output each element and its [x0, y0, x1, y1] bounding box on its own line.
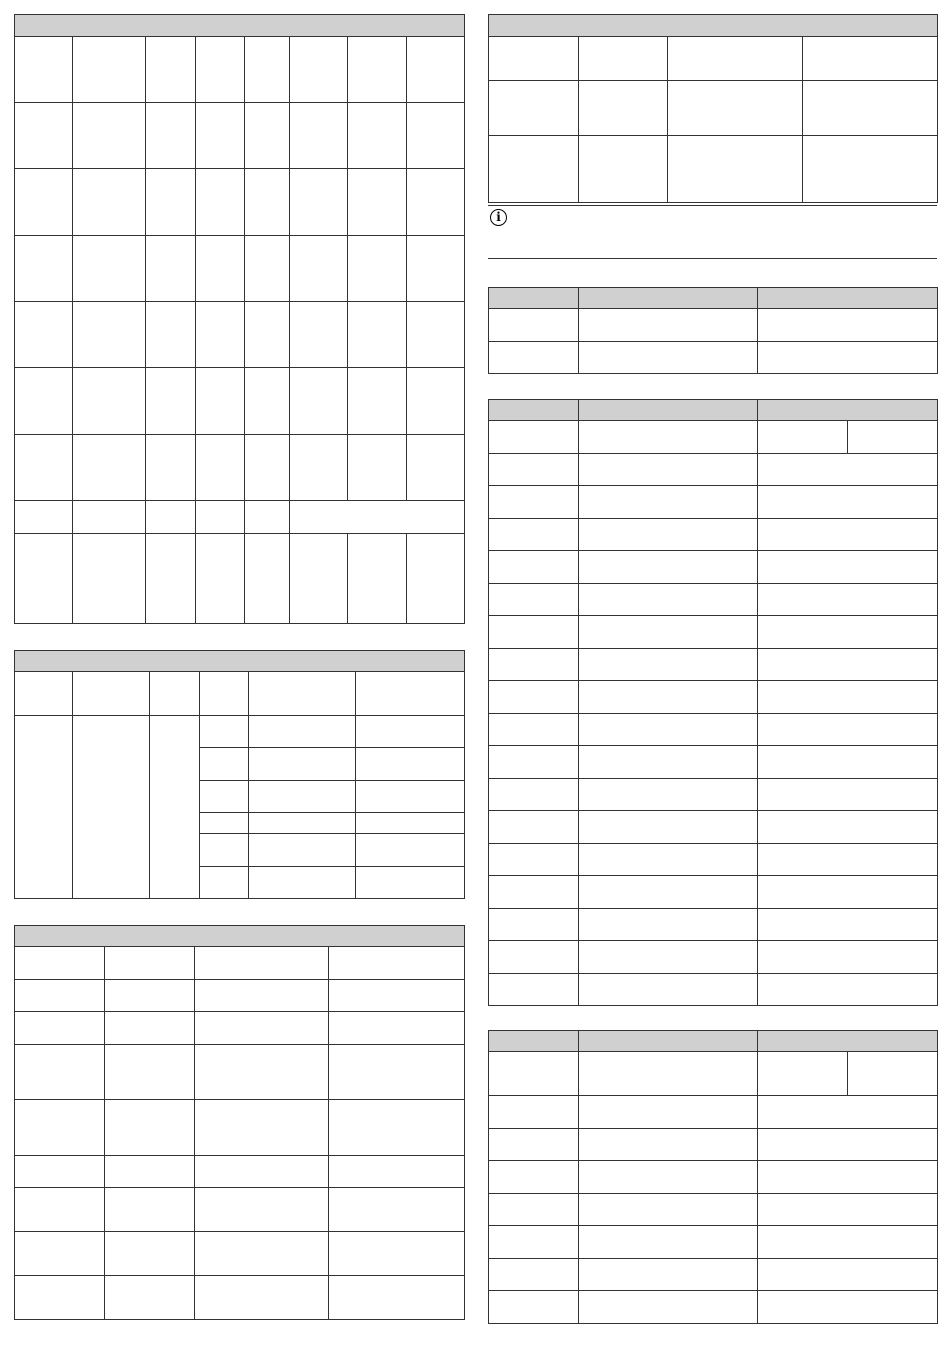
table-row [489, 811, 938, 844]
table-row [489, 584, 938, 616]
table-row [15, 1276, 465, 1320]
table-header-bar [15, 15, 465, 37]
table-row [489, 1259, 938, 1291]
table-row [15, 672, 465, 716]
grid-table-e [488, 287, 938, 374]
table-header-bar [15, 651, 465, 672]
table-row [489, 136, 938, 203]
table-row [15, 1188, 465, 1232]
table-row [15, 947, 465, 980]
table-row [489, 746, 938, 779]
table-header-bar [489, 15, 938, 37]
grid-table-d [488, 14, 938, 203]
table-row [489, 1291, 938, 1324]
table-row [15, 368, 465, 435]
table-row [15, 1012, 465, 1045]
table-row [15, 236, 465, 302]
table-row [15, 302, 465, 368]
table-row [489, 1096, 938, 1129]
table-header-bar [15, 926, 465, 947]
table-row [489, 421, 938, 454]
table-row [489, 37, 938, 81]
table-row [489, 681, 938, 714]
table-row [15, 1100, 465, 1156]
info-icon: i [490, 209, 507, 226]
table-row [489, 342, 938, 374]
table-row [489, 81, 938, 136]
grid-table-f [488, 399, 938, 1006]
table-row [489, 909, 938, 941]
table-row [489, 876, 938, 909]
table-row [489, 486, 938, 519]
table-row [15, 1232, 465, 1276]
grid-table-c [14, 925, 465, 1320]
table-row [489, 519, 938, 551]
table-row [15, 103, 465, 169]
table-row [489, 1052, 938, 1096]
table-row [489, 779, 938, 811]
table-row [15, 37, 465, 103]
note-top-rule [488, 205, 937, 206]
note-bottom-rule [488, 258, 937, 259]
table-row [489, 309, 938, 342]
table-row [489, 1194, 938, 1226]
table-row [15, 169, 465, 236]
table-header-row [489, 1031, 938, 1052]
table-row [489, 454, 938, 486]
table-header-row [489, 288, 938, 309]
table-row [489, 649, 938, 681]
table-row [489, 1129, 938, 1161]
table-header-row [489, 400, 938, 421]
grid-table-g [488, 1030, 938, 1324]
table-row [489, 941, 938, 974]
table-row [15, 1156, 465, 1188]
table-row [15, 1045, 465, 1100]
table-row [15, 716, 465, 748]
table-row [489, 1226, 938, 1259]
table-row [489, 714, 938, 746]
grid-table-b [14, 650, 465, 899]
table-row [489, 551, 938, 584]
table-row [15, 501, 465, 534]
table-row [489, 844, 938, 876]
table-row [489, 1161, 938, 1194]
table-row [15, 435, 465, 501]
table-row [489, 616, 938, 649]
table-row [15, 980, 465, 1012]
table-row [489, 974, 938, 1006]
grid-table-a [14, 14, 465, 624]
table-row [15, 534, 465, 624]
